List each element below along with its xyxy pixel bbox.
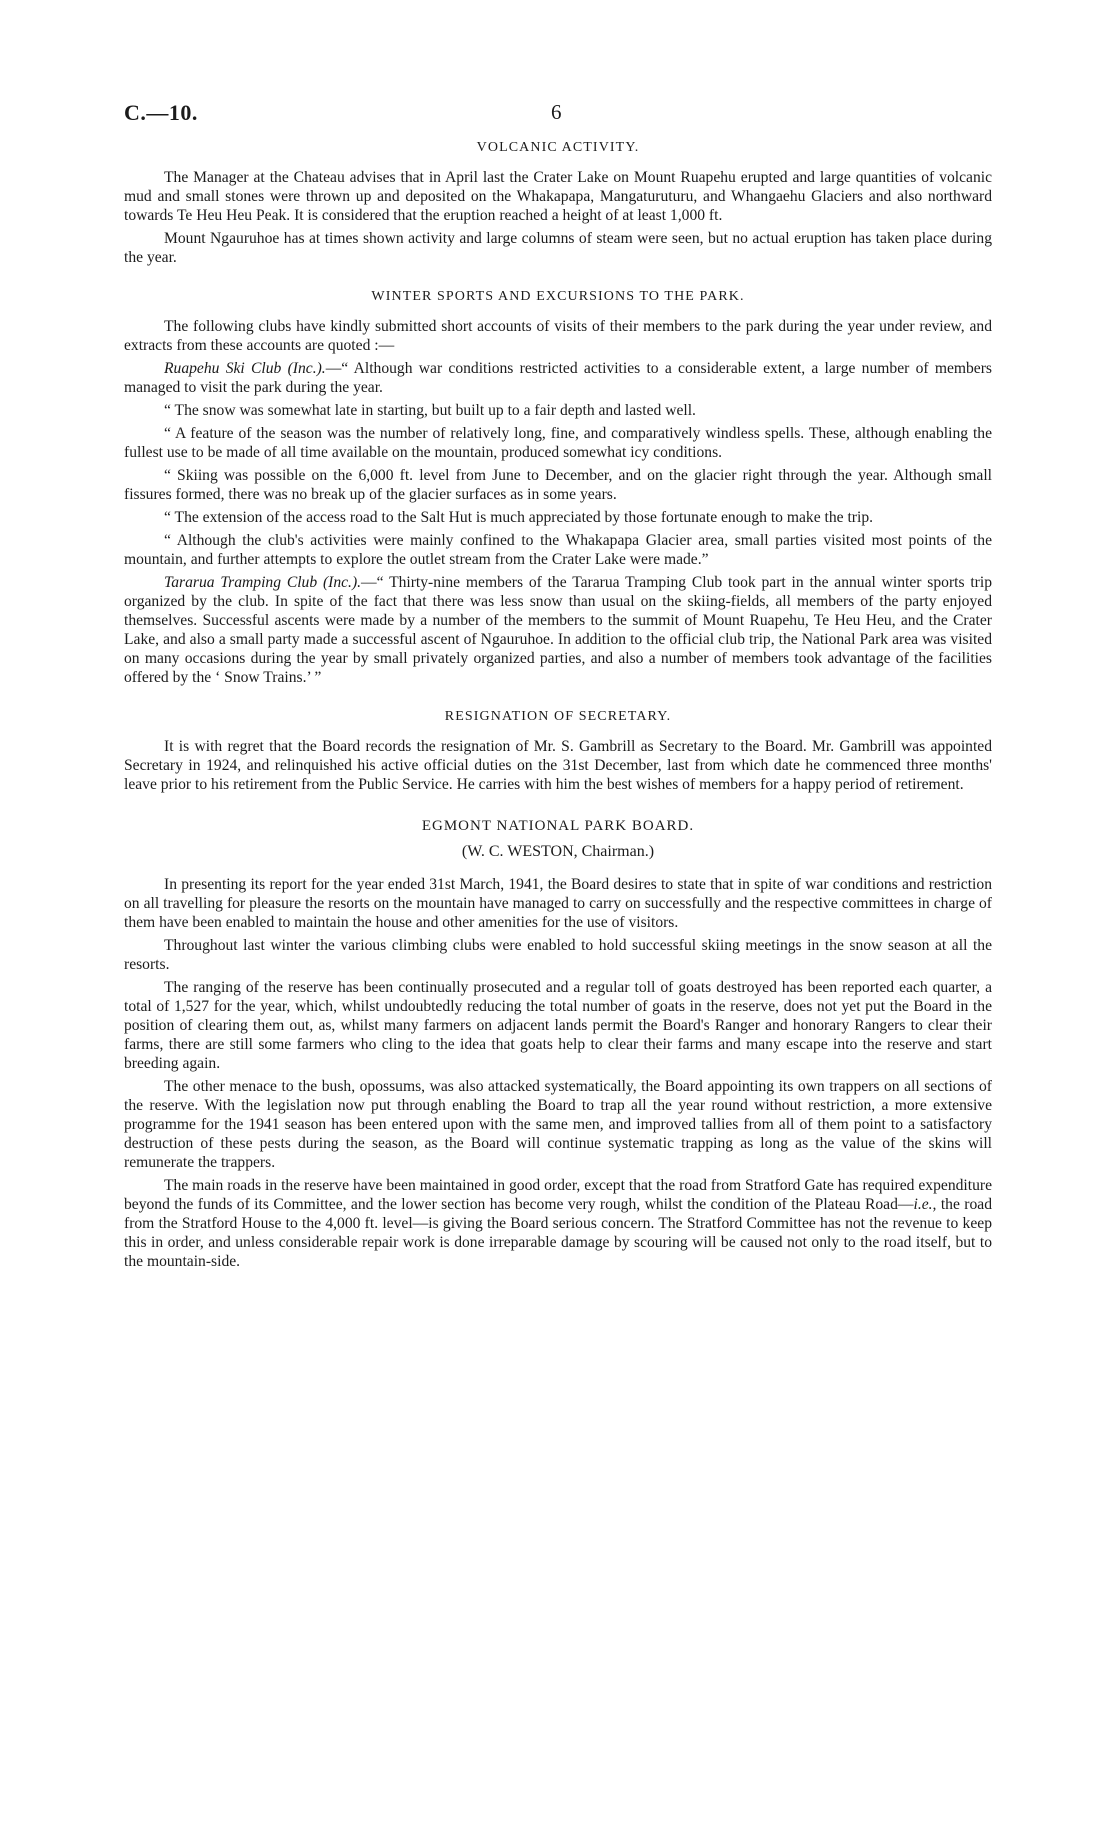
ruapehu-club-paragraph-5: “ The extension of the access road to the Salt Hut is much appreciated by those fortunate enough to make the trip. [164, 509, 874, 526]
ruapehu-club-text-1: —“ Although war conditions restricted activities to a considerable extent, a large number of members managed to visit the park during the year. [124, 360, 992, 396]
egmont-roads-text-start: The main roads in the reserve have been maintained in good order, except that the road from Stratford Gate has required expenditure beyond the funds of its Committee, and the lower section has become very rough, whilst the condition of the Plateau Road— [124, 1177, 992, 1213]
tararua-club-text: —“ Thirty-nine members of the Tararua Tramping Club took part in the annual winter sports trip organized by the club. In spite of the fact that there was less snow than usual on the skiing-fields, all members of the party enjoyed themselves. Successful ascents were made by a number of the members to the summit of Mount Ruapehu, Te Heu Heu, and the Crater Lake, and also a small party made a successful ascent of Ngauruhoe. In addition to the official club trip, the National Park area was visited on many occasions during the year by small privately organized parties, and also a number of members took advantage of the facilities offered by the ‘ Snow Trains.’ ” [124, 574, 992, 686]
egmont-chairman-subheading: (W. C. WESTON, Chairman.) [461, 843, 655, 860]
volcanic-paragraph-2: Mount Ngauruhoe has at times shown activity and large columns of steam were seen, but no actual eruption has taken place during the year. [124, 230, 992, 266]
body-column [124, 140, 992, 1275]
egmont-paragraph-4: The other menace to the bush, opossums, was also attacked systematically, the Board appointing its own trappers on all sections of the reserve. With the legislation now put through enabling the Board to trap all the year round without restriction, a more extensive programme for the 1941 season has been entered upon with the same men, and improved tallies from all of them point to a satisfactory destruction of these pests during the season, as the Board will continue systematic trapping as long as the value of the skins will remunerate the trappers. [124, 1078, 992, 1171]
resignation-paragraph: It is with regret that the Board records the resignation of Mr. S. Gambrill as Secretary to the Board. Mr. Gambrill was appointed Secretary in 1924, and relinquished his active official duties on the 31st December, last from which date he commenced three months' leave prior to his retirement from the Public Service. He carries with him the best wishes of members for a happy period of retirement. [124, 738, 992, 793]
ruapehu-club-name: Ruapehu Ski Club (Inc.). [164, 360, 326, 377]
ruapehu-club-paragraph-2: “ The snow was somewhat late in starting, but built up to a fair depth and lasted well. [164, 402, 696, 419]
winter-sports-heading: WINTER SPORTS AND EXCURSIONS TO THE PARK. [371, 289, 745, 304]
tararua-club-name: Tararua Tramping Club (Inc.). [164, 574, 362, 591]
page-number: 6 [551, 100, 562, 124]
winter-intro-paragraph: The following clubs have kindly submitted short accounts of visits of their members to the park during the year under review, and extracts from these accounts are quoted :— [124, 318, 992, 354]
egmont-roads-ie: i.e., [913, 1196, 937, 1213]
egmont-paragraph-3: The ranging of the reserve has been continually prosecuted and a regular toll of goats destroyed has been reported each quarter, a total of 1,527 for the year, which, whilst undoubtedly reducing the total number of goats in the reserve, does not yet put the Board in the position of clearing them out, as, whilst many farmers on adjacent lands permit the Board's Ranger and honorary Rangers to clear their farms, there are still some farmers who cling to the idea that goats help to clear their farms and many escape into the reserve and start breeding again. [124, 979, 992, 1072]
resignation-heading: RESIGNATION OF SECRETARY. [444, 709, 672, 724]
egmont-paragraph-1: In presenting its report for the year ended 31st March, 1941, the Board desires to state that in spite of war conditions and restriction on all travelling for pleasure the resorts on the mountain have managed to carry on successfully and the respective committees in charge of them have been enabled to maintain the house and other amenities for the use of visitors. [124, 876, 992, 931]
ruapehu-club-paragraph-3: “ A feature of the season was the number of relatively long, fine, and comparatively windless spells. These, although enabling the fullest use to be made of all time available on the mountain, produced somewhat icy conditions. [124, 425, 992, 461]
egmont-roads-text-end: the road from the Stratford House to the 4,000 ft. level—is giving the Board serious concern. The Stratford Committee has not the revenue to keep this in order, and unless considerable repair work is done irreparable damage by scouring will be caused not only to the road itself, but to the mountain-side. [124, 1196, 992, 1270]
egmont-paragraph-5 [124, 1176, 992, 1271]
ruapehu-club-paragraph-4: “ Skiing was possible on the 6,000 ft. level from June to December, and on the glacier right through the year. Although small fissures formed, there was no break up of the glacier surfaces as in some years. [124, 467, 992, 503]
egmont-paragraph-2: Throughout last winter the various climbing clubs were enabled to hold successful skiing meetings in the snow season at all the resorts. [124, 937, 992, 973]
volcanic-paragraph-1: The Manager at the Chateau advises that in April last the Crater Lake on Mount Ruapehu erupted and large quantities of volcanic mud and small stones were thrown up and deposited on the Whakapapa, Mangaturuturu, and Whangaehu Glaciers and also northward towards Te Heu Heu Peak. It is considered that the eruption reached a height of at least 1,000 ft. [124, 169, 992, 224]
tararua-club-paragraph [124, 573, 992, 687]
document-reference: C.—10. [124, 100, 198, 125]
ruapehu-club-paragraph-6: “ Although the club's activities were mainly confined to the Whakapapa Glacier area, small parties visited most points of the mountain, and further attempts to explore the outlet stream from the Crater Lake were made.” [124, 532, 992, 568]
volcanic-activity-heading: VOLCANIC ACTIVITY. [476, 140, 640, 155]
egmont-board-heading: EGMONT NATIONAL PARK BOARD. [421, 818, 695, 834]
ruapehu-club-paragraph-1 [124, 359, 992, 397]
